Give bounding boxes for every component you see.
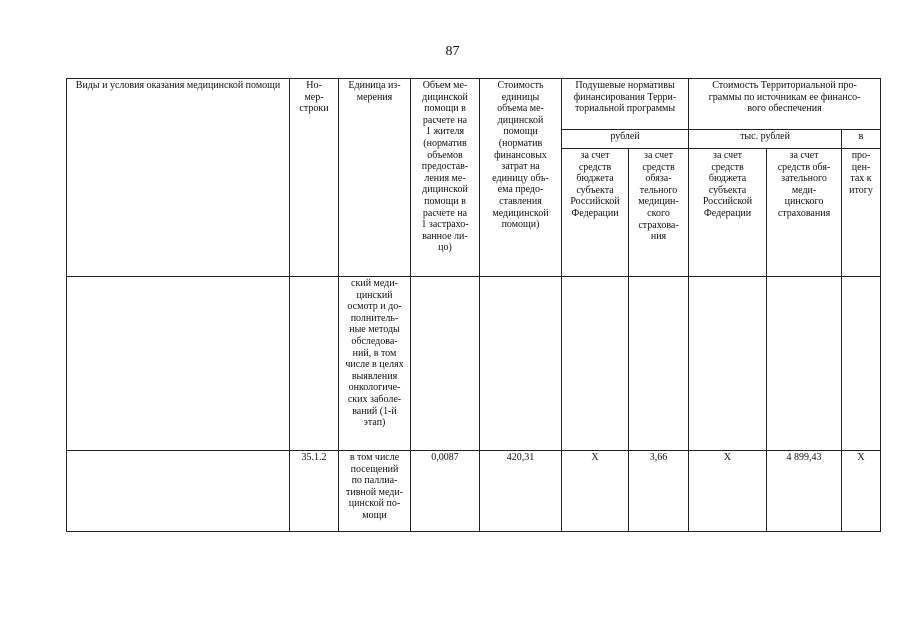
cell-text-line: мощи: [362, 509, 387, 521]
financing-table: [66, 78, 881, 532]
cell-text-line: затрат на: [501, 161, 540, 173]
cell-text-line: итогу: [849, 184, 873, 196]
cell-text-line: Федерации: [703, 207, 752, 219]
cell-text-line: Федерации: [571, 207, 619, 219]
cell-text-line: помощи в: [424, 195, 466, 207]
cell-text-line: объемов: [427, 149, 463, 161]
cell-text-line: за счет: [580, 150, 610, 161]
cell-text-line: за счет: [644, 150, 673, 161]
cell-text-line: граммы по источникам ее финансо-: [708, 91, 861, 103]
cell-text-line: Стоимость: [497, 80, 544, 91]
cell-text-line: ний, в том: [352, 347, 397, 359]
header-program-cost-group: [689, 79, 881, 130]
cell-text-line: тивной меди-: [345, 486, 404, 498]
cell-text-line: ского: [647, 207, 670, 219]
cell-text-line: ема предо-: [497, 184, 544, 196]
row-g1-budget-cell: X: [562, 451, 629, 532]
cell-text-line: Но-: [306, 80, 322, 91]
cell-text-line: помощи в: [424, 103, 466, 115]
row-g1-insurance-cell: 3,66: [629, 451, 689, 532]
cell-text-line: единицы: [501, 91, 540, 103]
header-row-1: [67, 79, 881, 130]
row-g2-insurance-cell: [767, 277, 842, 451]
cell-text-line: 1 жителя: [425, 126, 465, 138]
cell-text-line: строки: [299, 103, 329, 115]
cell-text-line: цен-: [851, 161, 871, 173]
cell-text-line: ния: [650, 231, 667, 243]
cell-text-line: ских заболе-: [347, 393, 402, 405]
row-number-cell: [290, 277, 339, 451]
cell-text-line: ные методы: [349, 324, 400, 336]
cell-text-line: цинской по-: [348, 498, 401, 510]
table-row: [67, 451, 881, 532]
cell-text-line: единицу объ-: [492, 172, 549, 184]
cell-text-line: страхова-: [638, 219, 679, 231]
cell-text-line: средств: [642, 161, 675, 173]
cell-text-line: ский меди-: [351, 278, 398, 289]
row-type-cell: [67, 277, 290, 451]
cell-text-line: этап): [363, 417, 386, 429]
cell-text-line: мер-: [304, 91, 324, 103]
cell-text-line: Российской: [570, 196, 620, 208]
header-g2-insurance: [767, 149, 842, 277]
cell-text-line: в том числе: [349, 452, 400, 463]
cell-text-line: (норматив: [498, 137, 543, 149]
row-cost-cell: [480, 277, 562, 451]
cell-text-line: предостав-: [421, 161, 469, 173]
row-type-cell: [67, 451, 290, 532]
table-row: [67, 277, 881, 451]
cell-text-line: Единица из-: [348, 80, 401, 91]
cell-text-line: по паллиа-: [351, 475, 398, 487]
row-g1-budget-cell: [562, 277, 629, 451]
cell-text-line: осмотр и до-: [347, 301, 402, 313]
cell-text-line: ториальной программы: [574, 103, 676, 115]
row-g2-percent-cell: X: [842, 451, 881, 532]
cell-text-line: помощи): [501, 219, 540, 231]
cell-text-line: Объем ме-: [422, 80, 468, 91]
cell-text-line: средств: [711, 161, 744, 173]
row-g2-budget-cell: X: [689, 451, 767, 532]
cell-text-line: цинского: [784, 196, 824, 208]
cell-text-line: зательного: [781, 173, 827, 185]
cell-text-line: помощи: [503, 126, 538, 138]
cell-text-line: средств обя-: [777, 161, 831, 173]
cell-text-line: посещений: [350, 463, 399, 475]
cell-text-line: Стоимость Территориальной про-: [712, 80, 857, 91]
row-volume-cell: [411, 277, 480, 451]
row-g2-insurance-cell: 4 899,43: [767, 451, 842, 532]
cell-text-line: дицинской: [422, 184, 468, 196]
cell-text-line: за счет: [789, 150, 819, 161]
row-g2-percent-cell: [842, 277, 881, 451]
header-unit-thousand-rubles: тыс. рублей: [689, 129, 842, 149]
header-types-conditions: Виды и условия оказания медицинской помощи: [67, 79, 290, 277]
header-volume: [411, 79, 480, 277]
row-volume-cell: 0,0087: [411, 451, 480, 532]
cell-text-line: меди-: [791, 184, 817, 196]
cell-text-line: полнитель-: [350, 312, 399, 324]
cell-text-line: средств: [578, 161, 612, 173]
cell-text-line: обяза-: [645, 173, 672, 185]
cell-text-line: страхования: [777, 207, 831, 219]
row-unit-cell: [339, 277, 411, 451]
cell-text-line: расчете на: [422, 207, 468, 219]
cell-text-line: цинский: [356, 289, 393, 301]
cell-text-line: ваний (1-й: [352, 405, 397, 417]
cell-text-line: числе в целях: [345, 359, 404, 371]
cell-text-line: ванное ли-: [422, 230, 468, 242]
cell-text-line: онкологиче-: [348, 382, 401, 394]
header-per-capita-group: [562, 79, 689, 130]
cell-text-line: медицин-: [638, 196, 679, 208]
header-unit-rubles: рублей: [562, 129, 689, 149]
header-g1-insurance: [629, 149, 689, 277]
header-g2-percent: [842, 149, 881, 277]
cell-text-line: дицинской: [497, 114, 544, 126]
row-g2-budget-cell: [689, 277, 767, 451]
row-g1-insurance-cell: [629, 277, 689, 451]
header-percent-top: в: [842, 129, 881, 149]
header-unit: [339, 79, 411, 277]
cell-text-line: бюджета: [576, 173, 614, 185]
cell-text-line: субъекта: [576, 184, 614, 196]
cell-text-line: субъекта: [708, 184, 747, 196]
cell-text-line: за счет: [713, 150, 742, 161]
cell-text-line: Подушевые нормативы: [575, 80, 675, 91]
header-g2-budget: [689, 149, 767, 277]
page-number: 87: [445, 44, 460, 59]
cell-text-line: обследова-: [351, 335, 398, 347]
header-unit-cost: [480, 79, 562, 277]
row-unit-cell: [339, 451, 411, 532]
row-number-cell: 35.1.2: [290, 451, 339, 532]
cell-text-line: дицинской: [422, 91, 468, 103]
header-row-number: [290, 79, 339, 277]
cell-text-line: про-: [851, 150, 871, 161]
cell-text-line: медицинской: [492, 207, 549, 219]
header-g1-budget: [562, 149, 629, 277]
cell-text-line: Российской: [702, 196, 753, 208]
cell-text-line: бюджета: [708, 173, 747, 185]
cell-text-line: вого обеспечения: [747, 103, 822, 115]
cell-text-line: финансовых: [494, 149, 547, 161]
cell-text-line: цо): [438, 242, 452, 254]
cell-text-line: расчете на: [422, 114, 468, 126]
cell-text-line: тельного: [639, 184, 678, 196]
cell-text-line: мерения: [356, 91, 393, 103]
cell-text-line: тах к: [850, 173, 872, 185]
cell-text-line: (норматив: [423, 137, 467, 149]
cell-text-line: объема ме-: [497, 103, 544, 115]
cell-text-line: финансирования Терри-: [573, 91, 677, 103]
cell-text-line: выявления: [351, 370, 398, 382]
cell-text-line: ления ме-: [424, 172, 466, 184]
cell-text-line: ставления: [499, 195, 542, 207]
cell-text-line: 1 застрахо-: [421, 219, 469, 231]
row-cost-cell: 420,31: [480, 451, 562, 532]
